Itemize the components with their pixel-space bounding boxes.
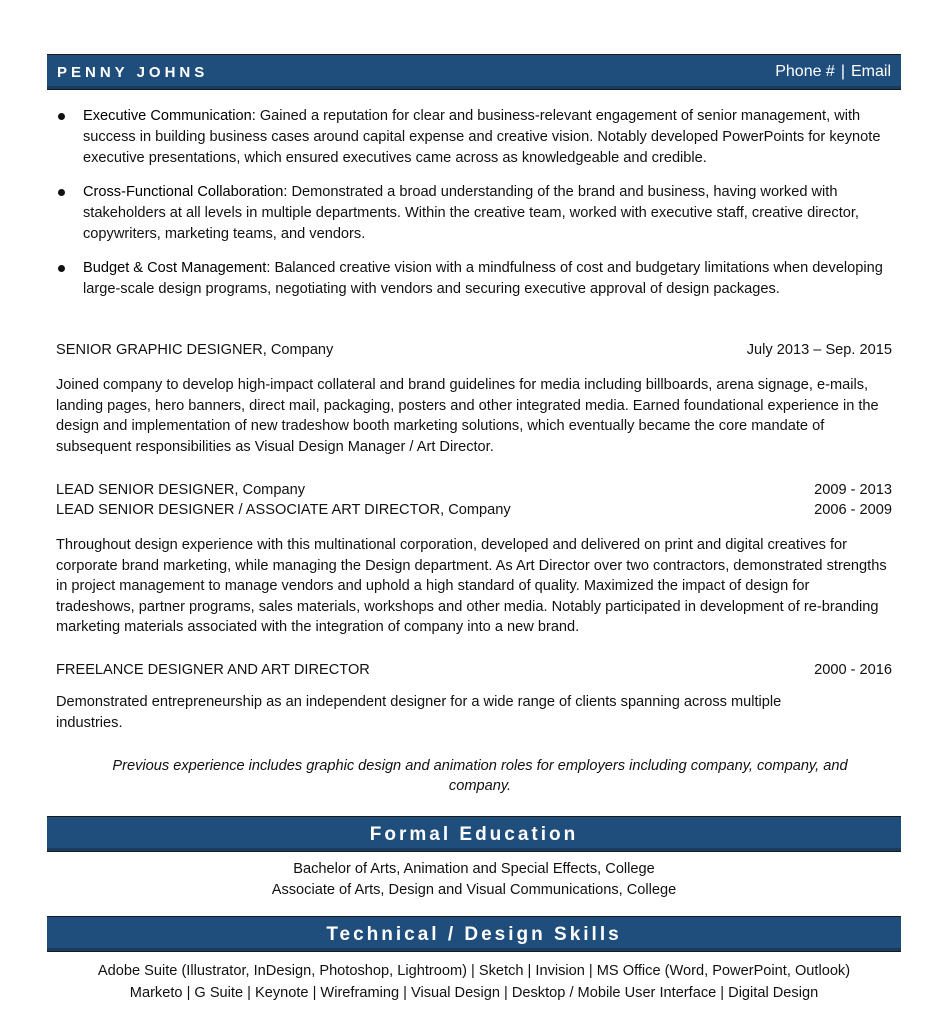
degree-name: Bachelor of Arts, Animation and Special Effects bbox=[293, 861, 598, 877]
bullet-icon bbox=[58, 265, 65, 272]
job-title: LEAD SENIOR DESIGNER / ASSOCIATE ART DIRECTOR, bbox=[56, 502, 445, 518]
highlight-text: Balanced creative vision with a mindfulness of cost and budgetary limitations when developing large-scale design programs, negotiating with vendors and securing executive approval of design packages. bbox=[83, 260, 883, 297]
job-title: SENIOR GRAPHIC DESIGNER bbox=[56, 342, 263, 358]
job-freelance-description: Demonstrated entrepreneurship as an independent designer for a wide range of clients spanning across multiple industries. bbox=[56, 694, 782, 731]
skills-section-bar bbox=[47, 916, 901, 952]
job-dates: 2000 - 2016 bbox=[814, 662, 892, 678]
job-lead-assoc-header bbox=[56, 500, 892, 520]
list-item bbox=[56, 182, 892, 245]
email-link[interactable]: Email bbox=[850, 63, 891, 80]
education-heading: Formal Education bbox=[369, 824, 579, 845]
phone-link[interactable]: Phone # bbox=[775, 63, 835, 80]
job-title: FREELANCE DESIGNER AND ART DIRECTOR bbox=[56, 662, 370, 678]
job-lead-header bbox=[56, 480, 892, 500]
job-lead-description: Throughout design experience with this multinational corporation, developed and delivered on print and digital creatives for corporate brand marketing, while managing the Design department. As Art Director over two contractors, demonstrated strengths in project management to manage vendors and uphold a high standard of quality. Maximized the impact of design for tradeshows, partner programs, sales materials, workshops and other media. Notably participated in development of re-branding marketing materials associated with the integration of company into a new brand. bbox=[56, 537, 887, 636]
highlights-list bbox=[56, 106, 892, 313]
job-company: , Company bbox=[262, 342, 334, 358]
candidate-name: PENNY JOHNS bbox=[57, 64, 209, 81]
skills-line-1: Adobe Suite (Illustrator, InDesign, Photoshop, Lightroom) | Sketch | Invision | MS Office (Word, PowerPoint, Outlook) bbox=[97, 963, 851, 979]
job-freelance-header bbox=[56, 660, 892, 680]
education-degree-1 bbox=[47, 859, 901, 880]
education-section-bar bbox=[47, 816, 901, 852]
list-item bbox=[56, 106, 892, 169]
highlight-title: Cross-Functional Collaboration: bbox=[83, 184, 288, 200]
job-dates: July 2013 – Sep. 2015 bbox=[746, 342, 892, 358]
contact-info bbox=[775, 63, 891, 81]
skills-heading: Technical / Design Skills bbox=[326, 924, 622, 945]
job-company: Company bbox=[444, 502, 511, 518]
skills-line-2: Marketo | G Suite | Keynote | Wireframing | Visual Design | Desktop / Mobile User Interface | Digital Design bbox=[129, 985, 819, 1001]
header-bar bbox=[47, 54, 901, 90]
job-dates: 2006 - 2009 bbox=[814, 502, 892, 518]
highlight-text: Demonstrated a broad understanding of the brand and business, having worked with stakeholders at all levels in multiple departments. Within the creative team, worked with executive staff, creative director, copywriters, marketing teams, and vendors. bbox=[83, 184, 859, 242]
highlight-title: Executive Communication: bbox=[83, 108, 256, 124]
education-degree-2 bbox=[47, 880, 901, 901]
previous-experience-note: Previous experience includes graphic design and animation roles for employers including company, company, and company. bbox=[112, 758, 848, 794]
degree-name: Associate of Arts, Design and Visual Communications bbox=[271, 882, 619, 898]
job-title: LEAD SENIOR DESIGNER bbox=[56, 482, 235, 498]
job-dates: 2009 - 2013 bbox=[814, 482, 892, 498]
list-item bbox=[56, 258, 892, 300]
job-senior-description: Joined company to develop high-impact collateral and brand guidelines for media including billboards, arena signage, e-mails, landing pages, hero banners, direct mail, packaging, posters and other integrated media. Earned foundational experience in the design and implementation of new tradeshow booth marketing solutions, which eventually became the core mandate of subsequent responsibilities as Visual Design Manager / Art Director. bbox=[56, 377, 879, 455]
job-company: , Company bbox=[234, 482, 305, 498]
bullet-icon bbox=[58, 113, 65, 120]
highlight-text: Gained a reputation for clear and business-relevant engagement of senior management, with success in building business cases around capital expense and creative vision. Notably developed PowerPoints for keynote executive presentations, which ensured executives came across as knowledgeable and credible. bbox=[83, 108, 881, 166]
job-senior-header bbox=[56, 340, 892, 360]
bullet-icon bbox=[58, 189, 65, 196]
highlight-title: Budget & Cost Management: bbox=[83, 260, 271, 276]
degree-school: , College bbox=[618, 882, 677, 898]
contact-separator: | bbox=[840, 63, 845, 80]
degree-school: , College bbox=[597, 861, 655, 877]
